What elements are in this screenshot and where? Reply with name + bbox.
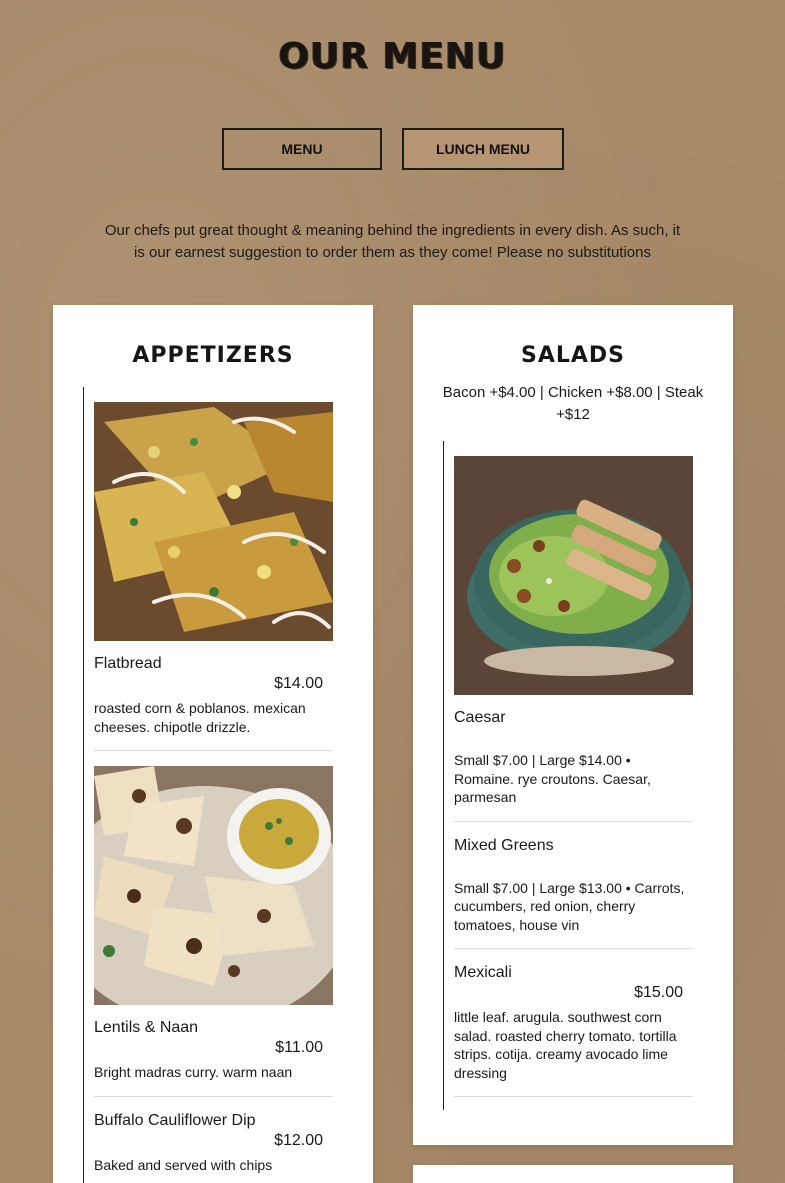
tab-menu[interactable]: MENU (222, 128, 382, 170)
item-name: Buffalo Cauliflower Dip (94, 1111, 256, 1129)
menu-item (94, 1112, 333, 1183)
menu-item (454, 456, 693, 822)
item-name: Mexicali (454, 964, 512, 981)
item-price: $15.00 (634, 984, 683, 1001)
item-name: Mixed Greens (454, 836, 554, 854)
item-name: Lentils & Naan (94, 1019, 199, 1036)
salads-addons: Bacon +$4.00 | Chicken +$8.00 | Steak +$12 (442, 384, 704, 423)
flatbread-photo (94, 402, 333, 641)
appetizers-card (53, 305, 373, 1183)
item-description: Baked and served with chips (94, 1156, 273, 1173)
item-description: Bright madras curry. warm naan (94, 1064, 293, 1080)
menu-item (94, 402, 333, 751)
appetizers-list (83, 387, 333, 1183)
appetizers-heading: APPETIZERS (132, 343, 294, 368)
salads-heading: SALADS (520, 343, 626, 368)
item-description: Small $7.00 | Large $13.00 • Carrots, cucumbers, red onion, cherry tomatoes, house vin (454, 879, 685, 933)
item-price: $14.00 (274, 675, 323, 692)
item-description: little leaf. arugula. southwest corn salad. roasted cherry tomato. tortilla strips. cotija. creamy avocado lime dressing (454, 1009, 677, 1081)
item-description: Small $7.00 | Large $14.00 • Romaine. rye croutons. Caesar, parmesan (454, 752, 651, 805)
next-section-card (413, 1165, 733, 1183)
item-name: Flatbread (94, 655, 162, 672)
lentils-naan-photo (94, 766, 333, 1005)
tab-lunch-menu[interactable]: LUNCH MENU (402, 128, 564, 170)
page-title: OUR MENU (278, 36, 507, 77)
item-description: roasted corn & poblanos. mexican cheeses. chipotle drizzle. (94, 700, 306, 735)
caesar-salad-photo (454, 456, 693, 695)
salads-list (443, 441, 693, 1110)
intro-text: Our chefs put great thought & meaning behind the ingredients in every dish. As such, it is our earnest suggestion to order them as they come! Please no substitutions (104, 222, 681, 261)
menu-item (94, 766, 333, 1097)
menu-item (454, 837, 693, 950)
item-name: Caesar (454, 709, 506, 726)
item-price: $12.00 (274, 1131, 323, 1149)
item-price: $11.00 (275, 1039, 323, 1056)
salads-card (413, 305, 733, 1145)
menu-item (454, 964, 693, 1097)
